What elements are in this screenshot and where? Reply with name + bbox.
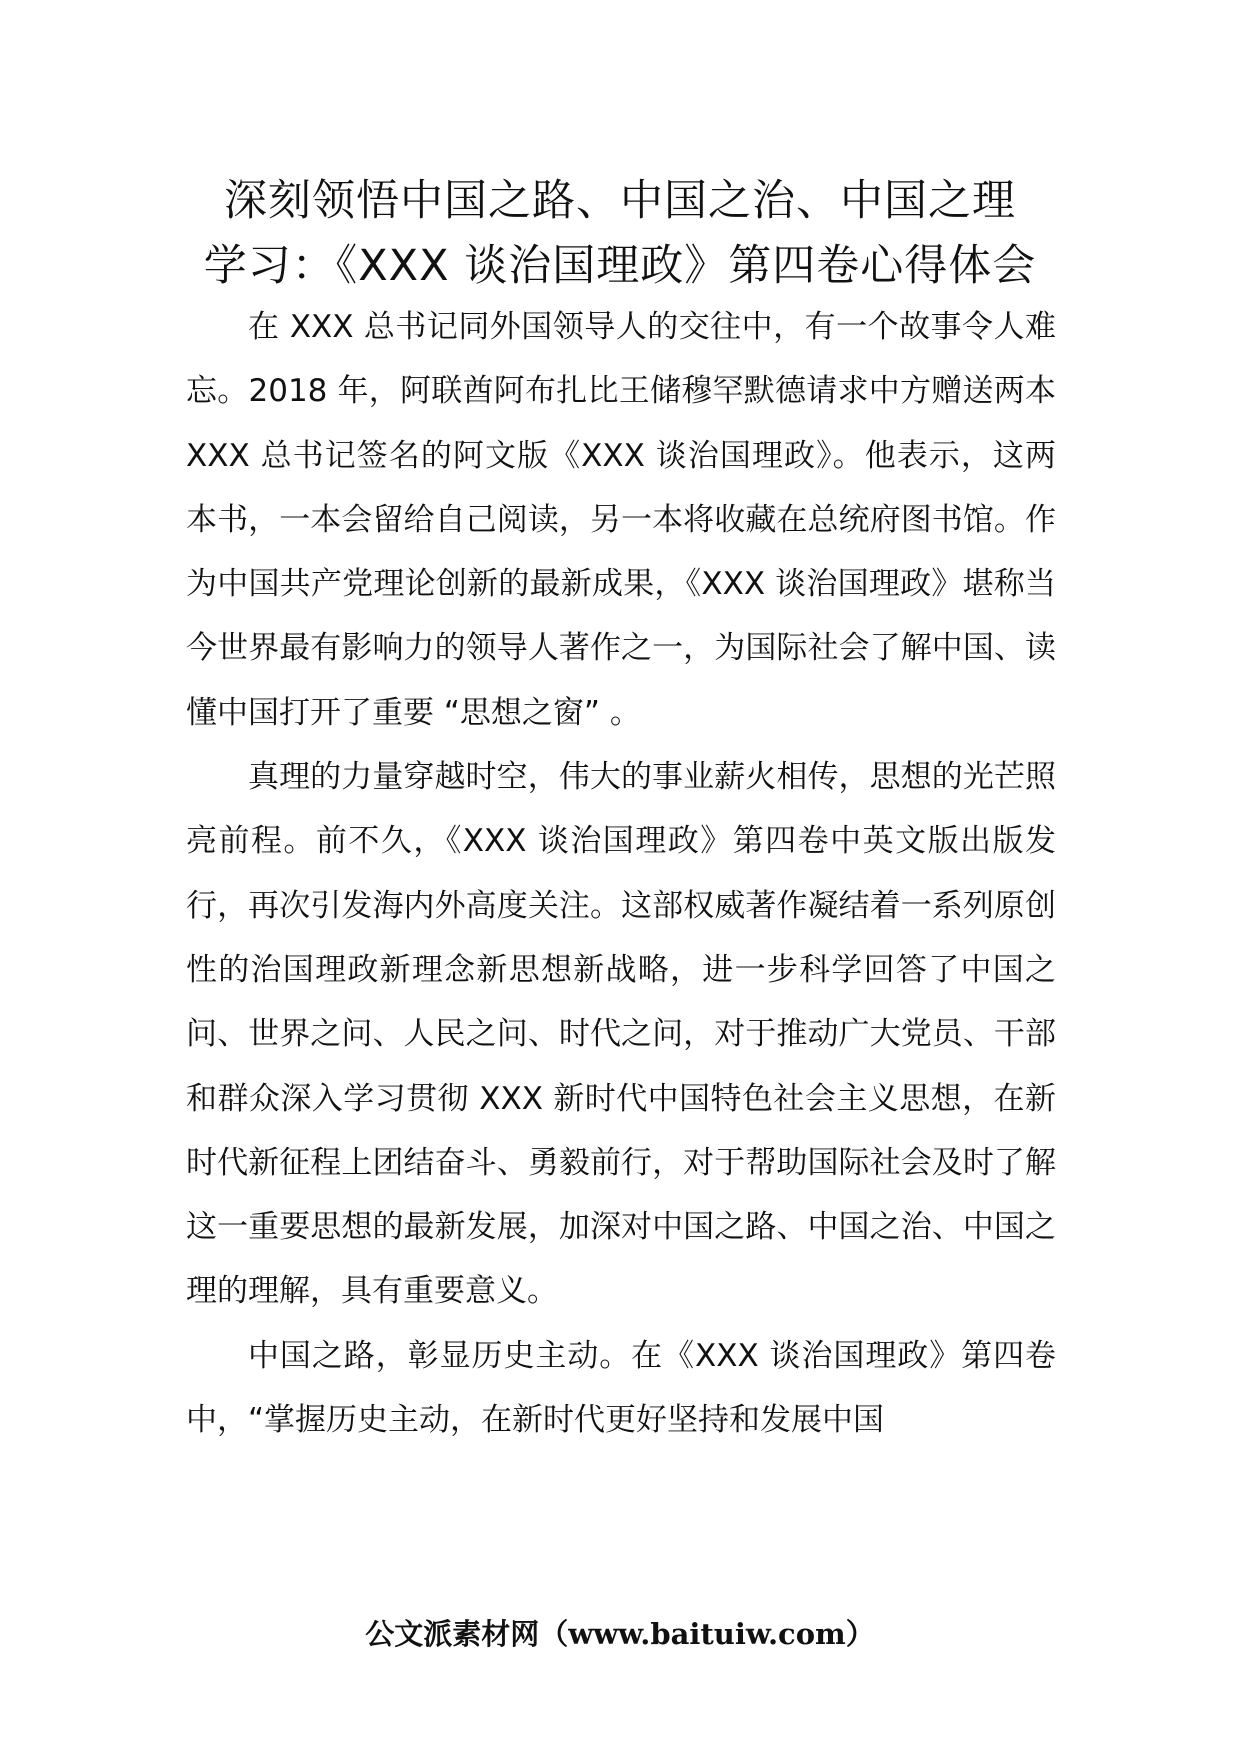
document-title-line-2: 学习：《XXX 谈治国理政》第四卷心得体会 [203,241,1037,291]
body-paragraph-1: 在 XXX 总书记同外国领导人的交往中，有一个故事令人难忘。2018 年，阿联酋阿布扎比王储穆罕默德请求中方赠送两本 XXX 总书记签名的阿文版《XXX 谈治国理政》。他表示，这两本书，一本会留给自己阅读，另一本将收藏在总统府图书馆。作为中国共产党理论创新的最新成果，《XXX 谈治国理政》堪称当今世界最有影响力的领导人著作之一，为国际社会了解中国、读懂中国打开了重要 “思想之窗” 。 [186,309,1056,731]
body-paragraph-3: 中国之路，彰显历史主动。在《XXX 谈治国理政》第四卷中，“掌握历史主动，在新时代更好坚持和发展中国 [186,1337,1056,1439]
document-title-line-1: 深刻领悟中国之路、中国之治、中国之理 [224,176,1016,226]
body-paragraph-2: 真理的力量穿越时空，伟大的事业薪火相传，思想的光芒照亮前程。前不久，《XXX 谈治国理政》第四卷中英文版出版发行，再次引发海内外高度关注。这部权威著作凝结着一系列原创性的治国理政新理念新思想新战略，进一步科学回答了中国之问、世界之问、人民之问、时代之问，对于推动广大党员、干部和群众深入学习贯彻 XXX 新时代中国特色社会主义思想，在新时代新征程上团结奋斗、勇毅前行，对于帮助国际社会及时了解这一重要思想的最新发展，加深对中国之路、中国之治、中国之理的理解，具有重要意义。 [186,759,1056,1310]
document-body [186,295,1056,1452]
footer-watermark: 公文派素材网（www.baituiw.com） [365,1617,875,1651]
